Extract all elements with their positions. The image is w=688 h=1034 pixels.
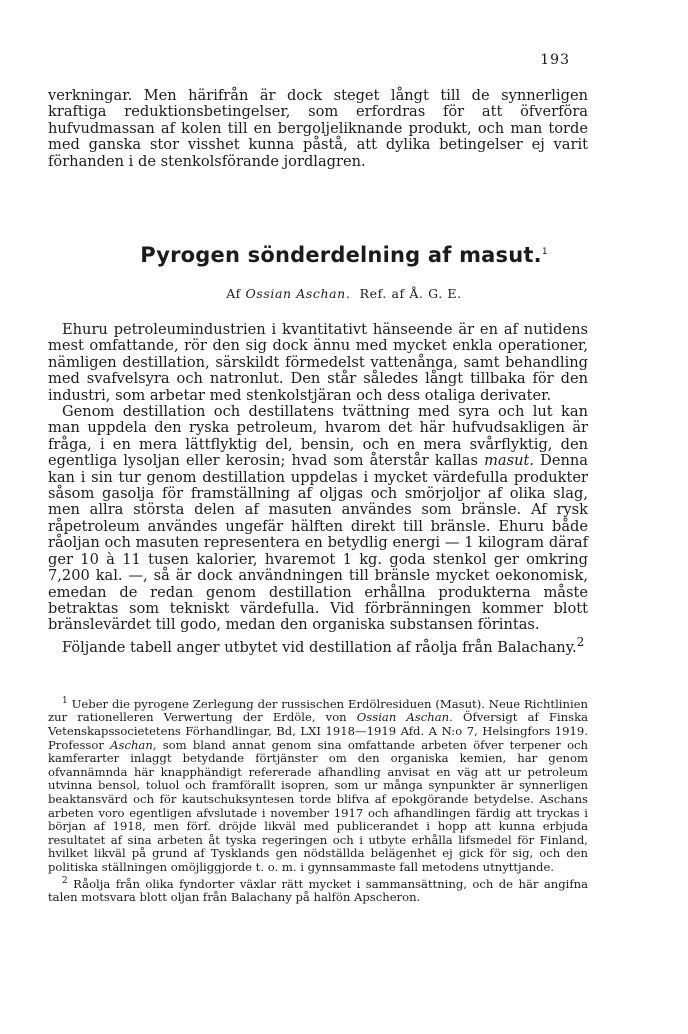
article-paragraph-3 bbox=[48, 634, 588, 656]
article-body bbox=[48, 322, 588, 656]
byline-reference: Ref. af Å. G. E. bbox=[359, 286, 462, 301]
footnote-1-author-a: Ossian Aschan. bbox=[356, 710, 453, 725]
footnote-2-text: Råolja från olika fyndorter växlar rätt mycket i sammansättning, och de här angifna talen motsvara blott oljan från Balachany på halfön Apscheron. bbox=[48, 876, 589, 905]
footnote-2-mark: 2 bbox=[62, 875, 68, 886]
term-masut: masut. bbox=[484, 452, 535, 470]
footnotes-block bbox=[48, 695, 588, 905]
footnote-1 bbox=[48, 695, 588, 875]
footnote-2 bbox=[48, 875, 588, 905]
article-paragraph-1: Ehuru petroleumindustrien i kvantitativt hänseende är en af nutidens mest omfattande, rör den sig dock ännu med mycket enkla operationer, nämligen destillation, särskildt förmedelst vattenånga, samt behandling med svafvelsyra och natronlut. Den står således långt tillbaka för den industri, som arbetar med stenkolstjäran och dess otaliga derivater. bbox=[48, 321, 588, 404]
footnote-1-text-a: Ueber die pyrogene Zerlegung der russischen Erdölresiduen (Masut). Neue Richtlinien zur rationelleren Verwertung der Erdöle, von bbox=[48, 696, 589, 725]
paragraph-3-footnote-mark: 2 bbox=[576, 634, 585, 649]
continuation-paragraph: verkningar. Men härifrån är dock steget långt till de synnerligen kraftiga reduktionsbetingelser, som erfordras för att öfverföra hufvudmassan af kolen till en bergoljeliknande produkt, och man torde med ganska stor visshet kunna påstå, att dylika betingelser ej varit förhanden i de stenkolsförande jordlagren. bbox=[48, 87, 588, 170]
page-number: 193 bbox=[540, 52, 570, 68]
title-footnote-mark: 1 bbox=[541, 247, 548, 257]
article-title bbox=[0, 243, 688, 267]
paragraph-2-text-a: Genom destillation och destillatens tvättning med syra och lut kan man uppdela den ryska petroleum, hvarom det här hufvudsakligen är fråga, i en mera lättflyktig del, bensin, och en mera svårflyktig, den egentliga lysoljan eller kerosin; hvad som återstår kallas bbox=[48, 403, 588, 470]
footnote-1-text-c: som bland annat genom sina omfattande arbeten öfver terpener och kamferarter inlaggt betydande förtjänster om den organiska kemien, har genom ofvannämnda här knapphändigt refererade afhandling anvisat en väg att ur petroleum utvinna bensol, toluol och framförallt isopren, som ur många synpunkter är synnerligen beaktansvärd och för kautschuksyntesen torde blifva af epokgörande betydelse. Aschans arbeten voro egentligen afvslutade i november 1917 och afhandlingen färdig att tryckas i början af 1918, men förf. dröjde likväl med publicerandet i hopp att kunna erbjuda resultatet af sina arbeten åt tyska regeringen och i utbyte erhålla lifsmedel för Finland, hvilket likväl på grund af Tysklands gen nödställda belägenhet ej gick för sig, och den politiska ställningen omöjliggjorde t. o. m. i gynnsammaste fall metodens utnyttjande. bbox=[48, 737, 589, 874]
footnote-1-text-b: Öfversigt af Finska Vetenskapssocietetens Förhandlingar, Bd, LXI 1918—1919 Afd. A N:o 7, Helsingfors 1919. Professor bbox=[48, 710, 589, 752]
paragraph-3-text: Följande tabell anger utbytet vid destillation af råolja från Balachany. bbox=[62, 638, 577, 656]
footnote-1-author-b: Aschan, bbox=[110, 737, 157, 752]
article-title-text: Pyrogen sönderdelning af masut. bbox=[140, 243, 542, 267]
continuation-text-block bbox=[48, 88, 588, 170]
byline-prefix: Af bbox=[226, 286, 241, 301]
footnote-1-mark: 1 bbox=[62, 696, 68, 706]
paragraph-2-text-b: Denna kan i sin tur genom destillation uppdelas i mycket värdefulla produkter såsom gasolja för framställning af oljgas och smörjoljor af olika slag, men allra största delen af masuten användes som bränsle. Af rysk råpetroleum användes ungefär hälften direkt till bränsle. Ehuru både råoljan och masuten representera en betydlig energi — 1 kilogram däraf ger 10 à 11 tusen kalorier, hvaremot 1 kg. goda stenkol ger omkring 7,200 kal. —, så är dock användningen till bränsle mycket oekonomisk, emedan de redan genom destillation erhållna produkterna måste betraktas som tekniskt värdefulla. Vid förbränningen kommer blott bränslevärdet till godo, medan den organiska substansen förintas. bbox=[48, 452, 588, 634]
article-paragraph-2 bbox=[48, 404, 588, 634]
byline-author: Ossian Aschan. bbox=[245, 286, 351, 301]
article-byline bbox=[0, 286, 688, 301]
